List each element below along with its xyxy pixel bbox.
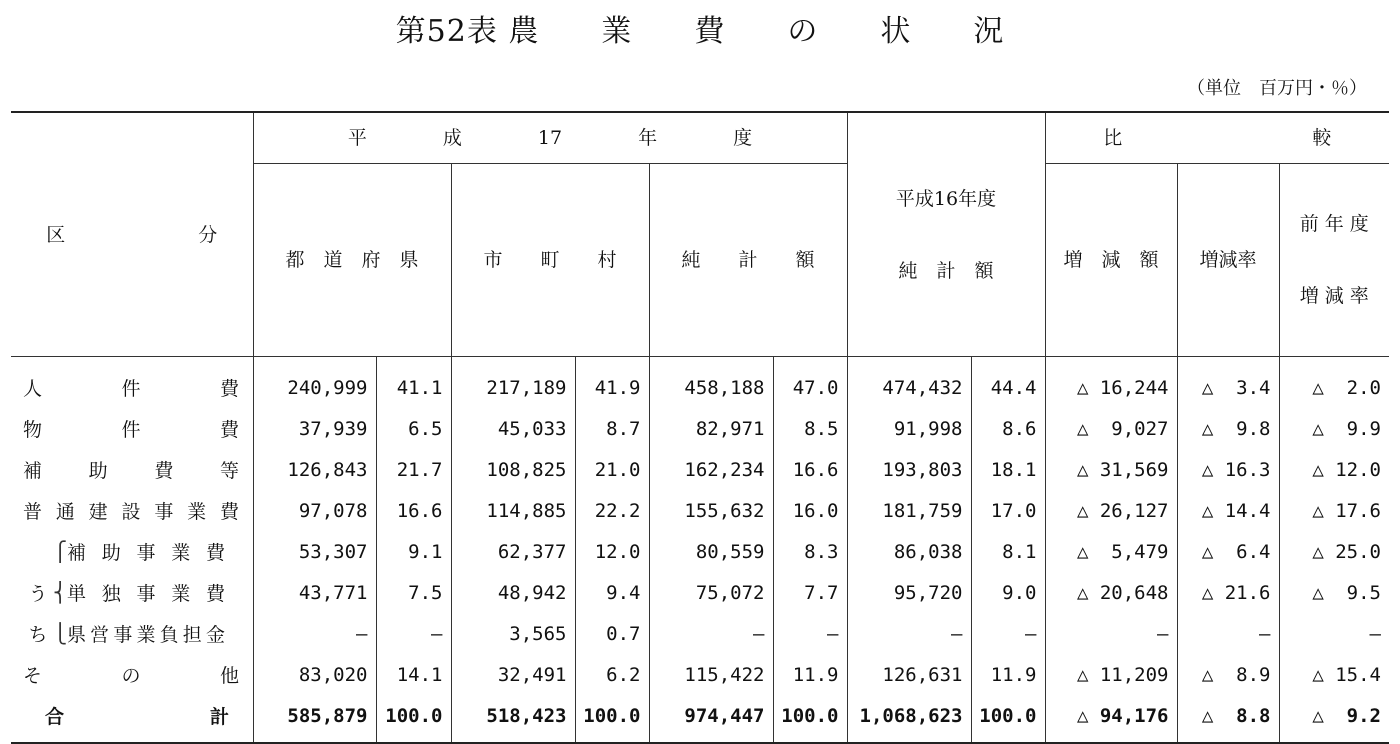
brace-glyph: ⎨: [53, 581, 68, 604]
cell-prev: △ 15.4: [1279, 654, 1389, 695]
cell-h16: 91,998: [847, 408, 971, 449]
total-row: [11, 695, 1389, 743]
label-char: 通: [55, 501, 75, 523]
label-char: 人: [23, 378, 43, 400]
cell-net: 75,072: [649, 572, 773, 613]
table-row: [11, 572, 1389, 613]
cell-muni-pct: 100.0: [575, 695, 649, 743]
cell-muni-pct: 41.9: [575, 357, 649, 409]
label-char: 負: [159, 624, 179, 646]
label-char: 件: [121, 378, 141, 400]
table-row: [11, 408, 1389, 449]
label-char: 合: [45, 706, 65, 728]
header-net-total: 純 計 額: [649, 164, 847, 357]
cell-net-pct: 47.0: [773, 357, 847, 409]
agriculture-expense-table: [11, 111, 1389, 744]
cell-muni: 62,377: [451, 531, 575, 572]
cell-muni: 518,423: [451, 695, 575, 743]
cell-muni: 217,189: [451, 357, 575, 409]
header-category: 区 分: [11, 112, 253, 357]
cell-rate: △ 16.3: [1177, 449, 1279, 490]
cell-rate: △ 3.4: [1177, 357, 1279, 409]
cell-diff: —: [1045, 613, 1177, 654]
label-char: 事: [136, 542, 156, 564]
cell-net-pct: 8.5: [773, 408, 847, 449]
cell-pref: 53,307: [253, 531, 376, 572]
sub-marker: ち: [28, 624, 48, 646]
header-h17: 平 成 17 年 度: [253, 112, 847, 164]
header-prev-rate: [1279, 164, 1389, 357]
brace-glyph: ⎧: [53, 540, 68, 563]
cell-muni: 3,565: [451, 613, 575, 654]
table-row: [11, 613, 1389, 654]
cell-prev: △ 2.0: [1279, 357, 1389, 409]
cell-pref-pct: 9.1: [376, 531, 451, 572]
row-label: [11, 572, 253, 613]
row-label: [11, 531, 253, 572]
label-char: 費: [219, 378, 239, 400]
label-char: 独: [101, 583, 121, 605]
header-h16-line2: 純 計 額: [898, 259, 994, 282]
header-municipality: 市 町 村: [451, 164, 649, 357]
label-char: 業: [187, 501, 207, 523]
label-char: の: [121, 665, 141, 687]
cell-pref: 97,078: [253, 490, 376, 531]
cell-h16-pct: 8.6: [971, 408, 1045, 449]
label-char: 普: [23, 501, 43, 523]
cell-h16-pct: 11.9: [971, 654, 1045, 695]
cell-diff: △ 26,127: [1045, 490, 1177, 531]
row-label: [11, 613, 253, 654]
cell-net: 162,234: [649, 449, 773, 490]
table-row: [11, 357, 1389, 409]
label-char: 件: [121, 419, 141, 441]
row-label: [11, 695, 253, 743]
cell-pref: 83,020: [253, 654, 376, 695]
cell-pref: —: [253, 613, 376, 654]
cell-h16-pct: 100.0: [971, 695, 1045, 743]
unit-note: （単位 百万円・％）: [1187, 78, 1367, 99]
cell-muni-pct: 8.7: [575, 408, 649, 449]
label-char: 業: [171, 583, 191, 605]
cell-net: 82,971: [649, 408, 773, 449]
cell-muni-pct: 9.4: [575, 572, 649, 613]
cell-rate: △ 6.4: [1177, 531, 1279, 572]
label-char: 補: [23, 460, 43, 482]
label-char: 費: [205, 583, 225, 605]
label-char: 担: [182, 624, 202, 646]
row-label: [11, 449, 253, 490]
cell-pref-pct: 14.1: [376, 654, 451, 695]
label-char: 設: [121, 501, 141, 523]
label-char: 営: [90, 624, 110, 646]
label-char: 費: [205, 542, 225, 564]
cell-muni-pct: 21.0: [575, 449, 649, 490]
cell-prev: △ 25.0: [1279, 531, 1389, 572]
cell-rate: △ 8.9: [1177, 654, 1279, 695]
cell-h16: 1,068,623: [847, 695, 971, 743]
cell-h16-pct: —: [971, 613, 1045, 654]
cell-diff: △ 16,244: [1045, 357, 1177, 409]
brace-glyph: ⎩: [53, 622, 68, 645]
cell-net-pct: 100.0: [773, 695, 847, 743]
cell-diff: △ 11,209: [1045, 654, 1177, 695]
header-prev-rate-line2: 増 減 率: [1299, 285, 1369, 307]
cell-net-pct: 8.3: [773, 531, 847, 572]
row-label: [11, 357, 253, 409]
cell-h16-pct: 17.0: [971, 490, 1045, 531]
label-char: 計: [209, 706, 229, 728]
label-char: 費: [219, 501, 239, 523]
header-change-amount: 増 減 額: [1045, 164, 1177, 357]
cell-pref-pct: 21.7: [376, 449, 451, 490]
cell-diff: △ 20,648: [1045, 572, 1177, 613]
cell-net: —: [649, 613, 773, 654]
label-char: 助: [88, 460, 108, 482]
cell-muni-pct: 6.2: [575, 654, 649, 695]
cell-rate: △ 21.6: [1177, 572, 1279, 613]
row-label: [11, 490, 253, 531]
header-h16: [847, 112, 1045, 357]
cell-diff: △ 5,479: [1045, 531, 1177, 572]
cell-pref: 43,771: [253, 572, 376, 613]
cell-h16: 193,803: [847, 449, 971, 490]
cell-muni: 32,491: [451, 654, 575, 695]
cell-pref-pct: 16.6: [376, 490, 451, 531]
table-row: [11, 449, 1389, 490]
cell-net: 458,188: [649, 357, 773, 409]
cell-pref: 37,939: [253, 408, 376, 449]
label-char: 等: [219, 460, 239, 482]
label-char: 単: [67, 583, 87, 605]
label-char: 業: [171, 542, 191, 564]
cell-h16-pct: 18.1: [971, 449, 1045, 490]
cell-h16: 126,631: [847, 654, 971, 695]
cell-h16: 95,720: [847, 572, 971, 613]
cell-pref: 585,879: [253, 695, 376, 743]
cell-pref-pct: 41.1: [376, 357, 451, 409]
cell-prev: △ 9.9: [1279, 408, 1389, 449]
cell-net-pct: 16.6: [773, 449, 847, 490]
cell-prev: —: [1279, 613, 1389, 654]
cell-pref-pct: 7.5: [376, 572, 451, 613]
cell-muni-pct: 22.2: [575, 490, 649, 531]
cell-net-pct: 11.9: [773, 654, 847, 695]
label-char: 補: [67, 542, 87, 564]
header-comparison: 比 較: [1045, 112, 1389, 164]
cell-rate: △ 9.8: [1177, 408, 1279, 449]
label-char: 費: [219, 419, 239, 441]
table-row: [11, 490, 1389, 531]
cell-muni-pct: 12.0: [575, 531, 649, 572]
cell-net: 115,422: [649, 654, 773, 695]
header-prefecture: 都 道 府 県: [253, 164, 451, 357]
label-char: 費: [154, 460, 174, 482]
sub-marker: う: [28, 583, 48, 605]
label-char: 業: [136, 624, 156, 646]
cell-prev: △ 9.2: [1279, 695, 1389, 743]
cell-pref: 240,999: [253, 357, 376, 409]
label-char: 他: [219, 665, 239, 687]
cell-h16: 181,759: [847, 490, 971, 531]
cell-net: 80,559: [649, 531, 773, 572]
cell-muni: 108,825: [451, 449, 575, 490]
cell-net-pct: —: [773, 613, 847, 654]
cell-muni: 45,033: [451, 408, 575, 449]
label-char: 金: [205, 624, 225, 646]
cell-rate: —: [1177, 613, 1279, 654]
cell-pref-pct: —: [376, 613, 451, 654]
cell-muni: 114,885: [451, 490, 575, 531]
cell-diff: △ 31,569: [1045, 449, 1177, 490]
cell-prev: △ 9.5: [1279, 572, 1389, 613]
cell-net-pct: 16.0: [773, 490, 847, 531]
label-char: そ: [23, 665, 43, 687]
cell-diff: △ 94,176: [1045, 695, 1177, 743]
cell-h16-pct: 44.4: [971, 357, 1045, 409]
cell-muni: 48,942: [451, 572, 575, 613]
cell-h16-pct: 8.1: [971, 531, 1045, 572]
cell-muni-pct: 0.7: [575, 613, 649, 654]
cell-net-pct: 7.7: [773, 572, 847, 613]
table-row: [11, 531, 1389, 572]
header-h16-line1: 平成16年度: [895, 187, 997, 210]
header-change-rate: 増減率: [1177, 164, 1279, 357]
cell-pref: 126,843: [253, 449, 376, 490]
cell-prev: △ 17.6: [1279, 490, 1389, 531]
row-label: [11, 654, 253, 695]
cell-rate: △ 14.4: [1177, 490, 1279, 531]
label-char: 事: [136, 583, 156, 605]
cell-pref-pct: 6.5: [376, 408, 451, 449]
cell-diff: △ 9,027: [1045, 408, 1177, 449]
label-char: 県: [67, 624, 87, 646]
cell-prev: △ 12.0: [1279, 449, 1389, 490]
cell-h16: 86,038: [847, 531, 971, 572]
cell-h16: 474,432: [847, 357, 971, 409]
cell-net: 155,632: [649, 490, 773, 531]
cell-pref-pct: 100.0: [376, 695, 451, 743]
table-row: [11, 654, 1389, 695]
row-label: [11, 408, 253, 449]
label-char: 事: [113, 624, 133, 646]
label-char: 物: [23, 419, 43, 441]
cell-h16: —: [847, 613, 971, 654]
label-char: 助: [101, 542, 121, 564]
cell-h16-pct: 9.0: [971, 572, 1045, 613]
header-prev-rate-line1: 前 年 度: [1299, 213, 1369, 235]
label-char: 事: [154, 501, 174, 523]
cell-rate: △ 8.8: [1177, 695, 1279, 743]
label-char: 建: [88, 501, 108, 523]
page-title: 第52表 農 業 費 の 状 況: [395, 14, 1005, 49]
cell-net: 974,447: [649, 695, 773, 743]
